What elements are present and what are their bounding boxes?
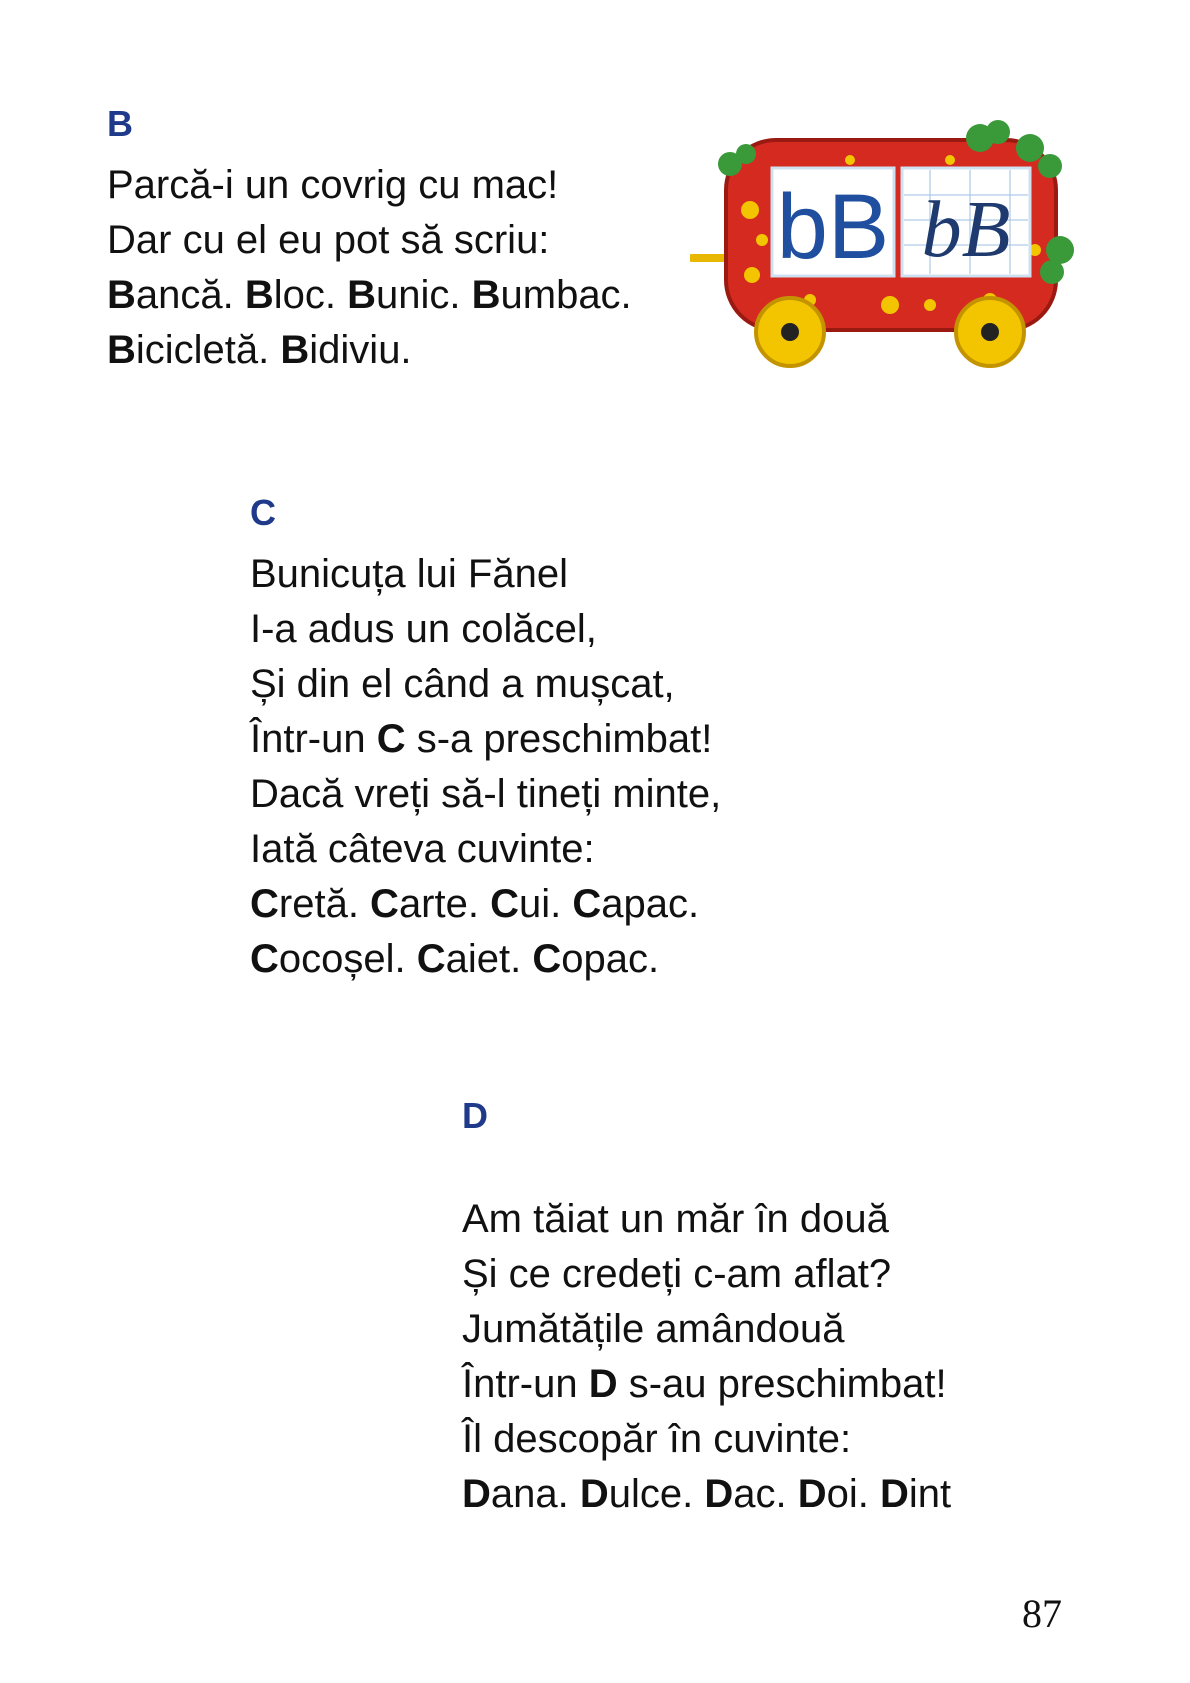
verse-text: Îl descopăr în cuvinte: xyxy=(462,1417,852,1461)
initial-letter: C xyxy=(370,882,399,926)
verse-text: Și ce credeți c-am aflat? xyxy=(462,1252,892,1296)
verse-text: s-a preschimbat! xyxy=(405,717,713,761)
verse-text: Iată câteva cuvinte: xyxy=(250,827,595,871)
initial-letter: B xyxy=(244,273,274,317)
verse-line xyxy=(107,323,632,378)
verse-line xyxy=(250,822,721,877)
verse-text: s-au preschimbat! xyxy=(617,1362,947,1406)
verse-text: Parcă-i un covrig cu mac! xyxy=(107,163,559,207)
initial-letter: D xyxy=(704,1472,734,1516)
initial-letter: D xyxy=(588,1362,618,1406)
initial-letter: C xyxy=(490,882,519,926)
verse-line xyxy=(250,932,721,987)
verse-line xyxy=(462,1412,951,1467)
verse-line xyxy=(462,1192,951,1247)
section-d xyxy=(462,1095,952,1522)
verse-text: ana. xyxy=(490,1472,580,1516)
wagon-wheel-left xyxy=(756,298,824,366)
initial-letter: C xyxy=(532,937,562,981)
verse-line xyxy=(462,1467,951,1522)
train-wagon-illustration xyxy=(690,100,1080,380)
verse-text: ui. xyxy=(518,882,573,926)
initial-letter: C xyxy=(416,937,446,981)
verse-text: arte. xyxy=(398,882,491,926)
initial-letter: D xyxy=(879,1472,909,1516)
verse-line xyxy=(250,767,721,822)
verse-text: icicletă. xyxy=(135,328,281,372)
verse-text: ocoșel. xyxy=(278,937,417,981)
poem-d xyxy=(462,1192,951,1522)
verse-text: idiviu. xyxy=(309,328,412,372)
verse-text: ulce. xyxy=(608,1472,705,1516)
page-number: 87 xyxy=(1022,1591,1062,1636)
verse-line xyxy=(250,547,721,602)
poem-c xyxy=(250,547,721,987)
section-heading-b: B xyxy=(107,103,133,144)
poem-b xyxy=(107,158,632,378)
verse-text: unic. xyxy=(376,273,472,317)
initial-letter: C xyxy=(572,882,602,926)
initial-letter: D xyxy=(797,1472,827,1516)
verse-text: umbac. xyxy=(500,273,632,317)
verse-text: int xyxy=(908,1472,952,1516)
verse-text: loc. xyxy=(273,273,348,317)
cursive-letters: bB xyxy=(921,186,1011,274)
verse-text: I-a adus un colăcel, xyxy=(250,607,597,651)
initial-letter: C xyxy=(376,717,406,761)
verse-line xyxy=(462,1357,951,1412)
verse-line xyxy=(250,712,721,767)
initial-letter: B xyxy=(107,328,136,372)
verse-line xyxy=(107,158,632,213)
verse-text: Într-un xyxy=(462,1362,589,1406)
initial-letter: B xyxy=(471,273,501,317)
initial-letter: B xyxy=(280,328,310,372)
verse-text: Jumătățile amândouă xyxy=(462,1307,845,1351)
verse-line xyxy=(107,268,632,323)
verse-text: retă. xyxy=(278,882,371,926)
verse-text: oi. xyxy=(826,1472,880,1516)
verse-text: Și din el când a mușcat, xyxy=(250,662,675,706)
verse-text: Bunicuța lui Fănel xyxy=(250,552,568,596)
verse-text: ac. xyxy=(733,1472,798,1516)
initial-letter: B xyxy=(107,273,136,317)
initial-letter: D xyxy=(579,1472,609,1516)
print-letters: bB xyxy=(776,176,890,278)
verse-text: apac. xyxy=(601,882,700,926)
verse-text: aiet. xyxy=(445,937,533,981)
initial-letter: B xyxy=(347,273,376,317)
verse-text: ancă. xyxy=(135,273,245,317)
initial-letter: D xyxy=(462,1472,491,1516)
verse-text: Dar cu el eu pot să scriu: xyxy=(107,218,550,262)
verse-line xyxy=(462,1302,951,1357)
verse-line xyxy=(250,877,721,932)
verse-line xyxy=(462,1247,951,1302)
verse-line xyxy=(250,602,721,657)
initial-letter: C xyxy=(250,882,279,926)
section-b xyxy=(107,103,632,378)
verse-text: Dacă vreți să-l tineți minte, xyxy=(250,772,722,816)
verse-text: opac. xyxy=(561,937,660,981)
verse-line xyxy=(107,213,632,268)
section-heading-c: C xyxy=(250,492,276,533)
section-heading-d: D xyxy=(462,1095,488,1136)
wagon-wheel-right xyxy=(956,298,1024,366)
initial-letter: C xyxy=(250,937,279,981)
verse-text: Am tăiat un măr în două xyxy=(462,1197,889,1241)
section-c xyxy=(250,492,722,987)
verse-text: Într-un xyxy=(250,717,377,761)
verse-line xyxy=(250,657,721,712)
